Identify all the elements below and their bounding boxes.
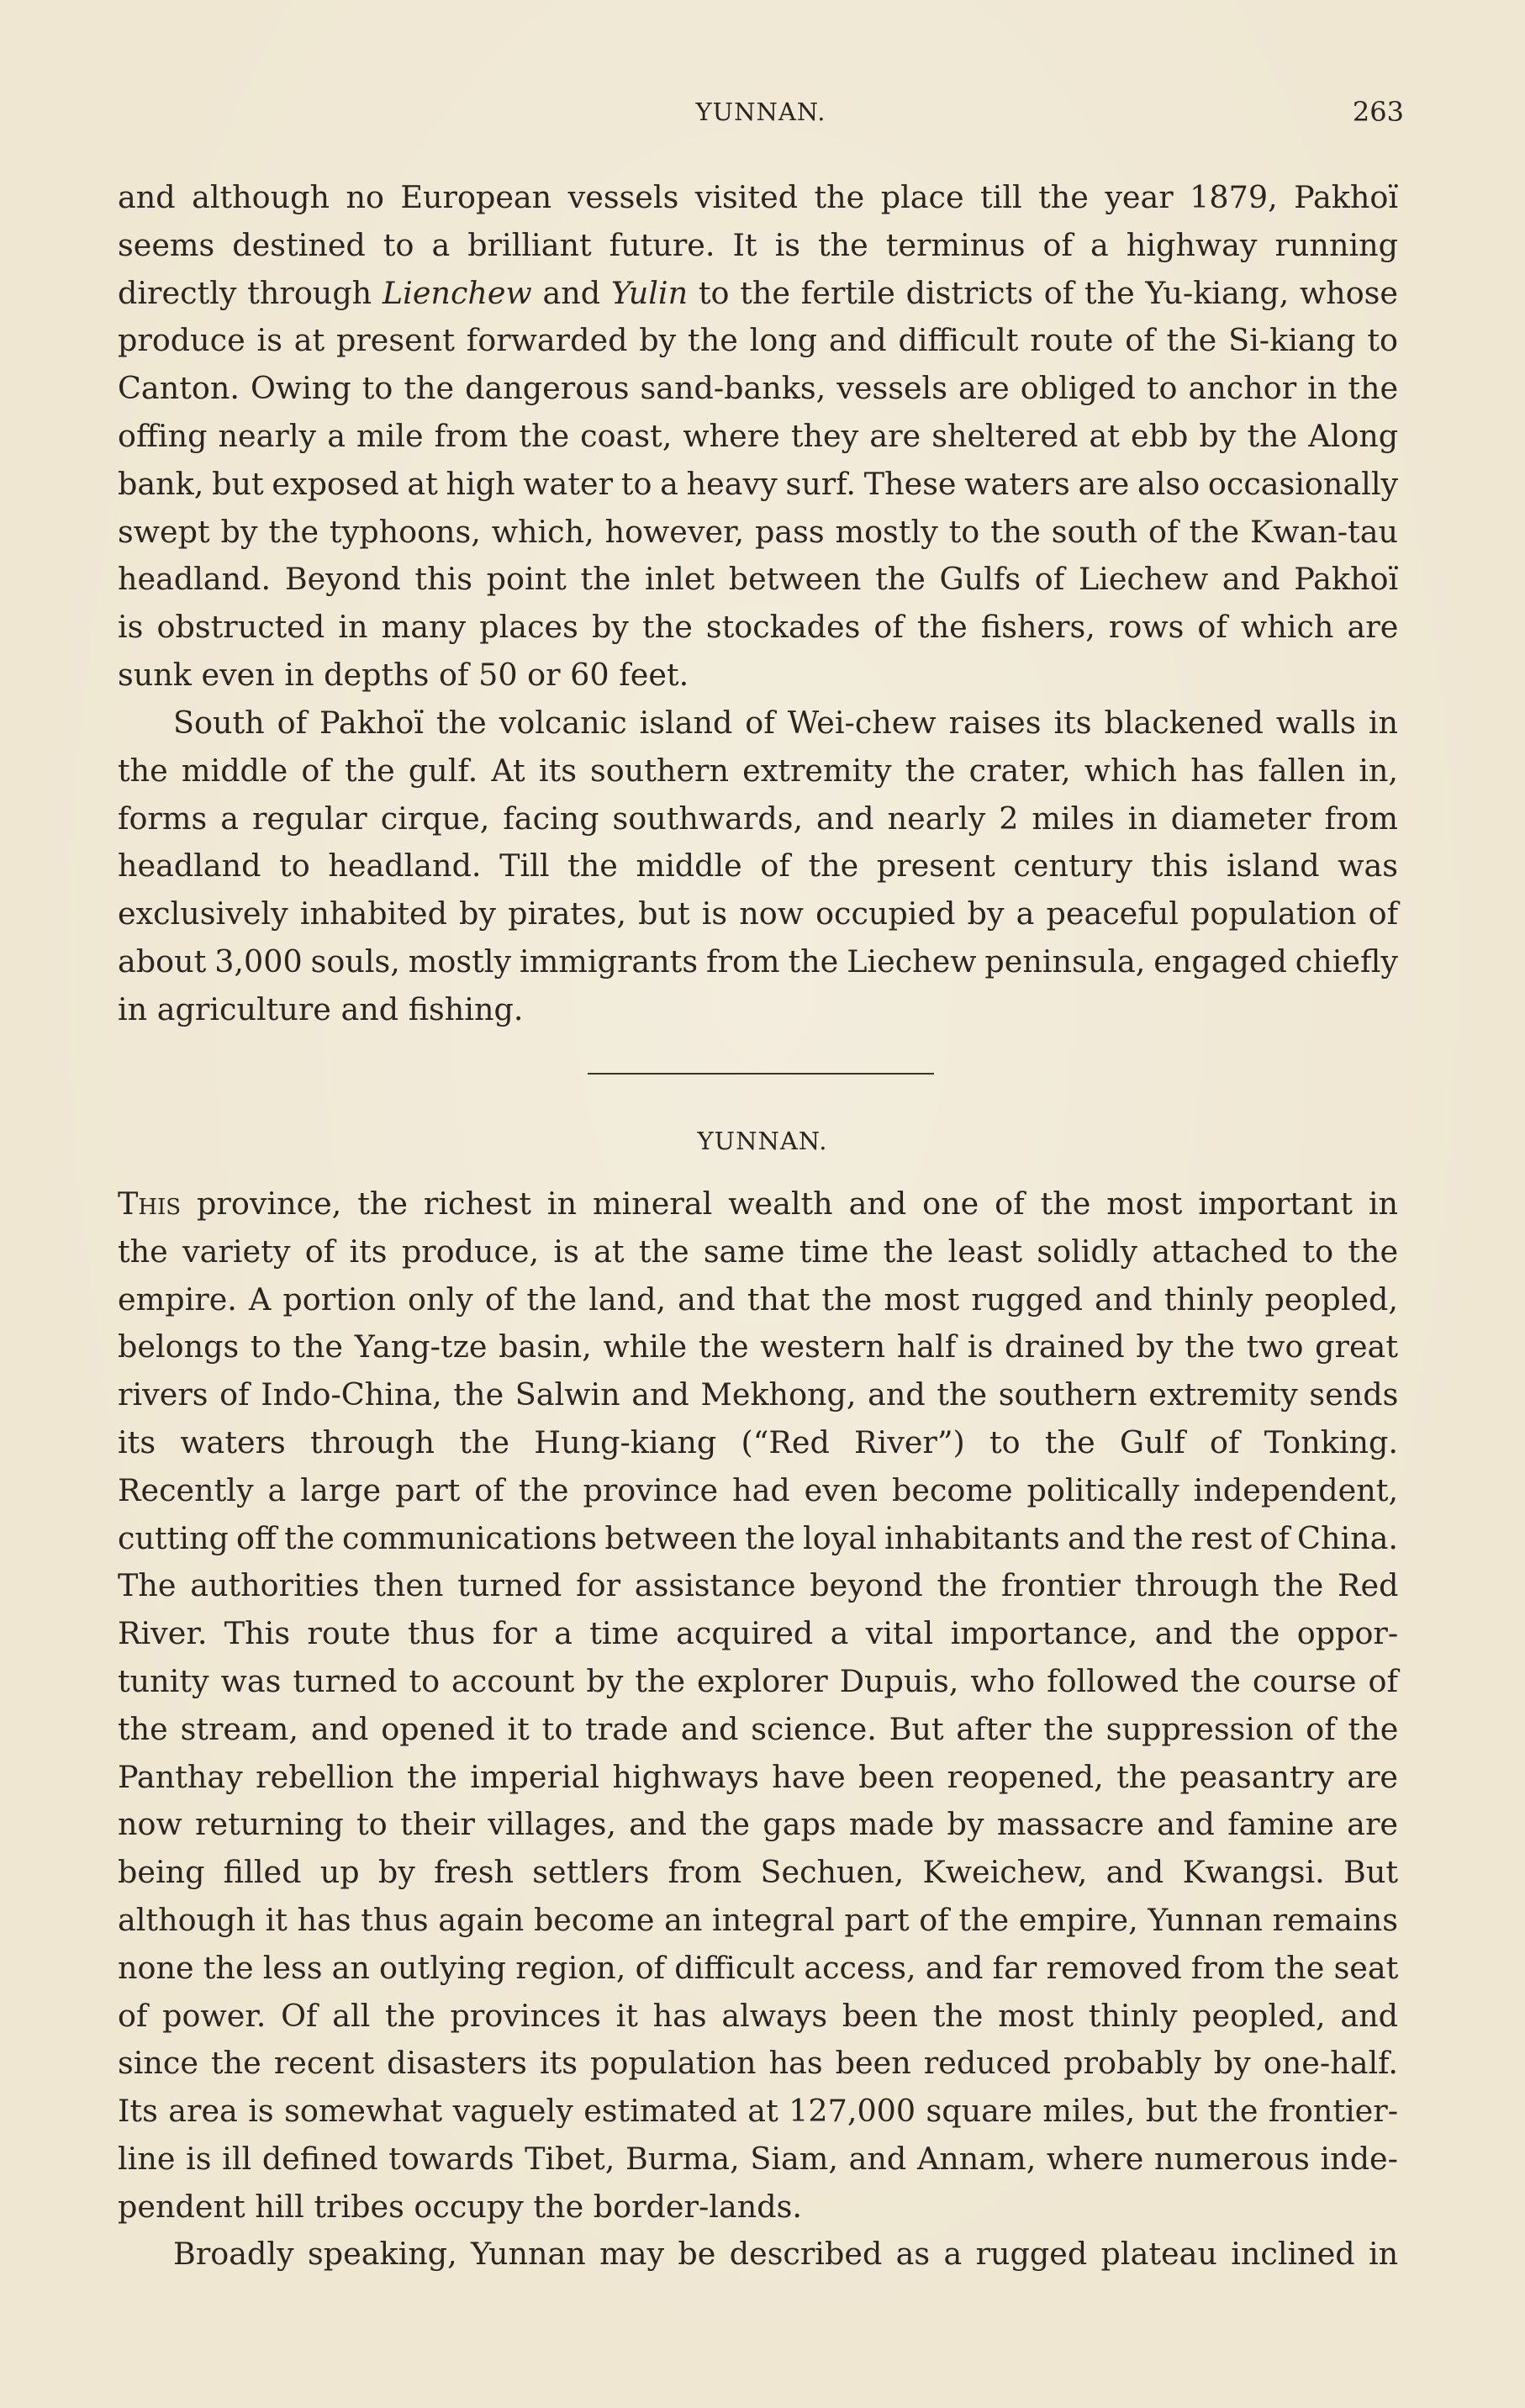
text-line: is obstructed in many places by the stockades of the fishers, rows of which are (118, 609, 1399, 646)
text-line: and although no European vessels visited the place till the year 1879, Pakhoï (118, 179, 1399, 215)
running-title: YUNNAN. (695, 98, 826, 126)
section-divider (588, 1073, 934, 1075)
text-line: of power. Of all the provinces it has always been the most thinly peopled, and (118, 1997, 1398, 2034)
text-line: none the less an outlying region, of difficult access, and far removed from the seat (118, 1949, 1399, 1986)
section-heading: YUNNAN. (697, 1127, 828, 1155)
text-line: the middle of the gulf. At its southern extremity the crater, which has fallen in, (118, 752, 1398, 789)
text-line: the stream, and opened it to trade and science. But after the suppression of the (118, 1710, 1399, 1747)
text-line: offing nearly a mile from the coast, where they are sheltered at ebb by the Along (118, 417, 1399, 454)
paragraph-plateau (118, 2231, 1398, 2279)
opening-word: This (118, 1186, 182, 1222)
text-line: seems destined to a brilliant future. It is the terminus of a highway running (118, 226, 1398, 263)
place-name-lienchew: Lienchew (382, 274, 532, 311)
text-line: headland to headland. Till the middle of the present century this island was (118, 848, 1398, 885)
text-line: Panthay rebellion the imperial highways have been reopened, the peasantry are (118, 1758, 1398, 1795)
text-line: tunity was turned to account by the explorer Dupuis, who followed the course of (118, 1662, 1399, 1699)
text-line: Canton. Owing to the dangerous sand-banks, vessels are obliged to anchor in the (118, 370, 1399, 407)
text-line: in agriculture and fishing. (118, 990, 524, 1027)
text-line: the variety of its produce, is at the same time the least solidly attached to the (118, 1233, 1399, 1270)
text-line: This province, the richest in mineral wealth and one of the most important in (118, 1186, 1398, 1222)
text-line: Broadly speaking, Yunnan may be described as a rugged plateau inclined in (173, 2236, 1399, 2272)
text-line: belongs to the Yang-tze basin, while the western half is drained by the two great (118, 1328, 1398, 1365)
paragraph-pakhoi (118, 174, 1398, 700)
text-line: now returning to their villages, and the gaps made by massacre and famine are (118, 1806, 1398, 1843)
text-line: Recently a large part of the province had even become politically independent, (118, 1471, 1399, 1508)
text-line: forms a regular cirque, facing southwards, and nearly 2 miles in diameter from (118, 800, 1398, 837)
running-header (118, 92, 1404, 135)
text-line: Its area is somewhat vaguely estimated at 127,000 square miles, but the frontier- (118, 2093, 1399, 2130)
text-line: about 3,000 souls, mostly immigrants from the Liechew peninsula, engaged chiefly (118, 943, 1398, 980)
text-line: headland. Beyond this point the inlet between the Gulfs of Liechew and Pakhoï (118, 561, 1399, 598)
page-number: 263 (1352, 96, 1404, 128)
text-line: since the recent disasters its population has been reduced probably by one-half. (118, 2045, 1398, 2082)
text-line: line is ill defined towards Tibet, Burma, Siam, and Annam, where numerous inde- (118, 2140, 1398, 2177)
text-line: swept by the typhoons, which, however, pass mostly to the south of the Kwan-tau (118, 513, 1398, 550)
paragraph-yunnan-intro (118, 1180, 1398, 2231)
paragraph-wei-chew (118, 700, 1398, 1034)
text-line: South of Pakhoï the volcanic island of Wei-chew raises its blackened walls in (173, 705, 1399, 741)
text-line: being filled up by fresh settlers from Sechuen, Kweichew, and Kwangsi. But (118, 1854, 1398, 1891)
text-line: rivers of Indo-China, the Salwin and Mekhong, and the southern extremity sends (118, 1376, 1399, 1413)
text-line: its waters through the Hung-kiang (“Red River”) to the Gulf of Tonking. (118, 1423, 1398, 1460)
text-line: River. This route thus for a time acquired a vital importance, and the oppor- (118, 1615, 1399, 1652)
text-line: cutting off the communications between the loyal inhabitants and the rest of China. (118, 1519, 1398, 1556)
text-line: although it has thus again become an integral part of the empire, Yunnan remains (118, 1901, 1398, 1938)
text-line: sunk even in depths of 50 or 60 feet. (118, 656, 689, 693)
text-line: bank, but exposed at high water to a heavy surf. These waters are also occasionally (118, 465, 1399, 502)
text-line: pendent hill tribes occupy the border-lands. (118, 2188, 802, 2225)
place-name-yulin: Yulin (610, 274, 689, 311)
text-line: empire. A portion only of the land, and that the most rugged and thinly peopled, (118, 1281, 1398, 1318)
text-line: exclusively inhabited by pirates, but is now occupied by a peaceful population of (118, 895, 1399, 932)
text-line: directly through Lienchew and Yulin to the fertile districts of the Yu-kiang, whose (118, 274, 1398, 311)
text-line: The authorities then turned for assistance beyond the frontier through the Red (118, 1567, 1399, 1604)
text-line: produce is at present forwarded by the long and difficult route of the Si-kiang to (118, 322, 1398, 359)
